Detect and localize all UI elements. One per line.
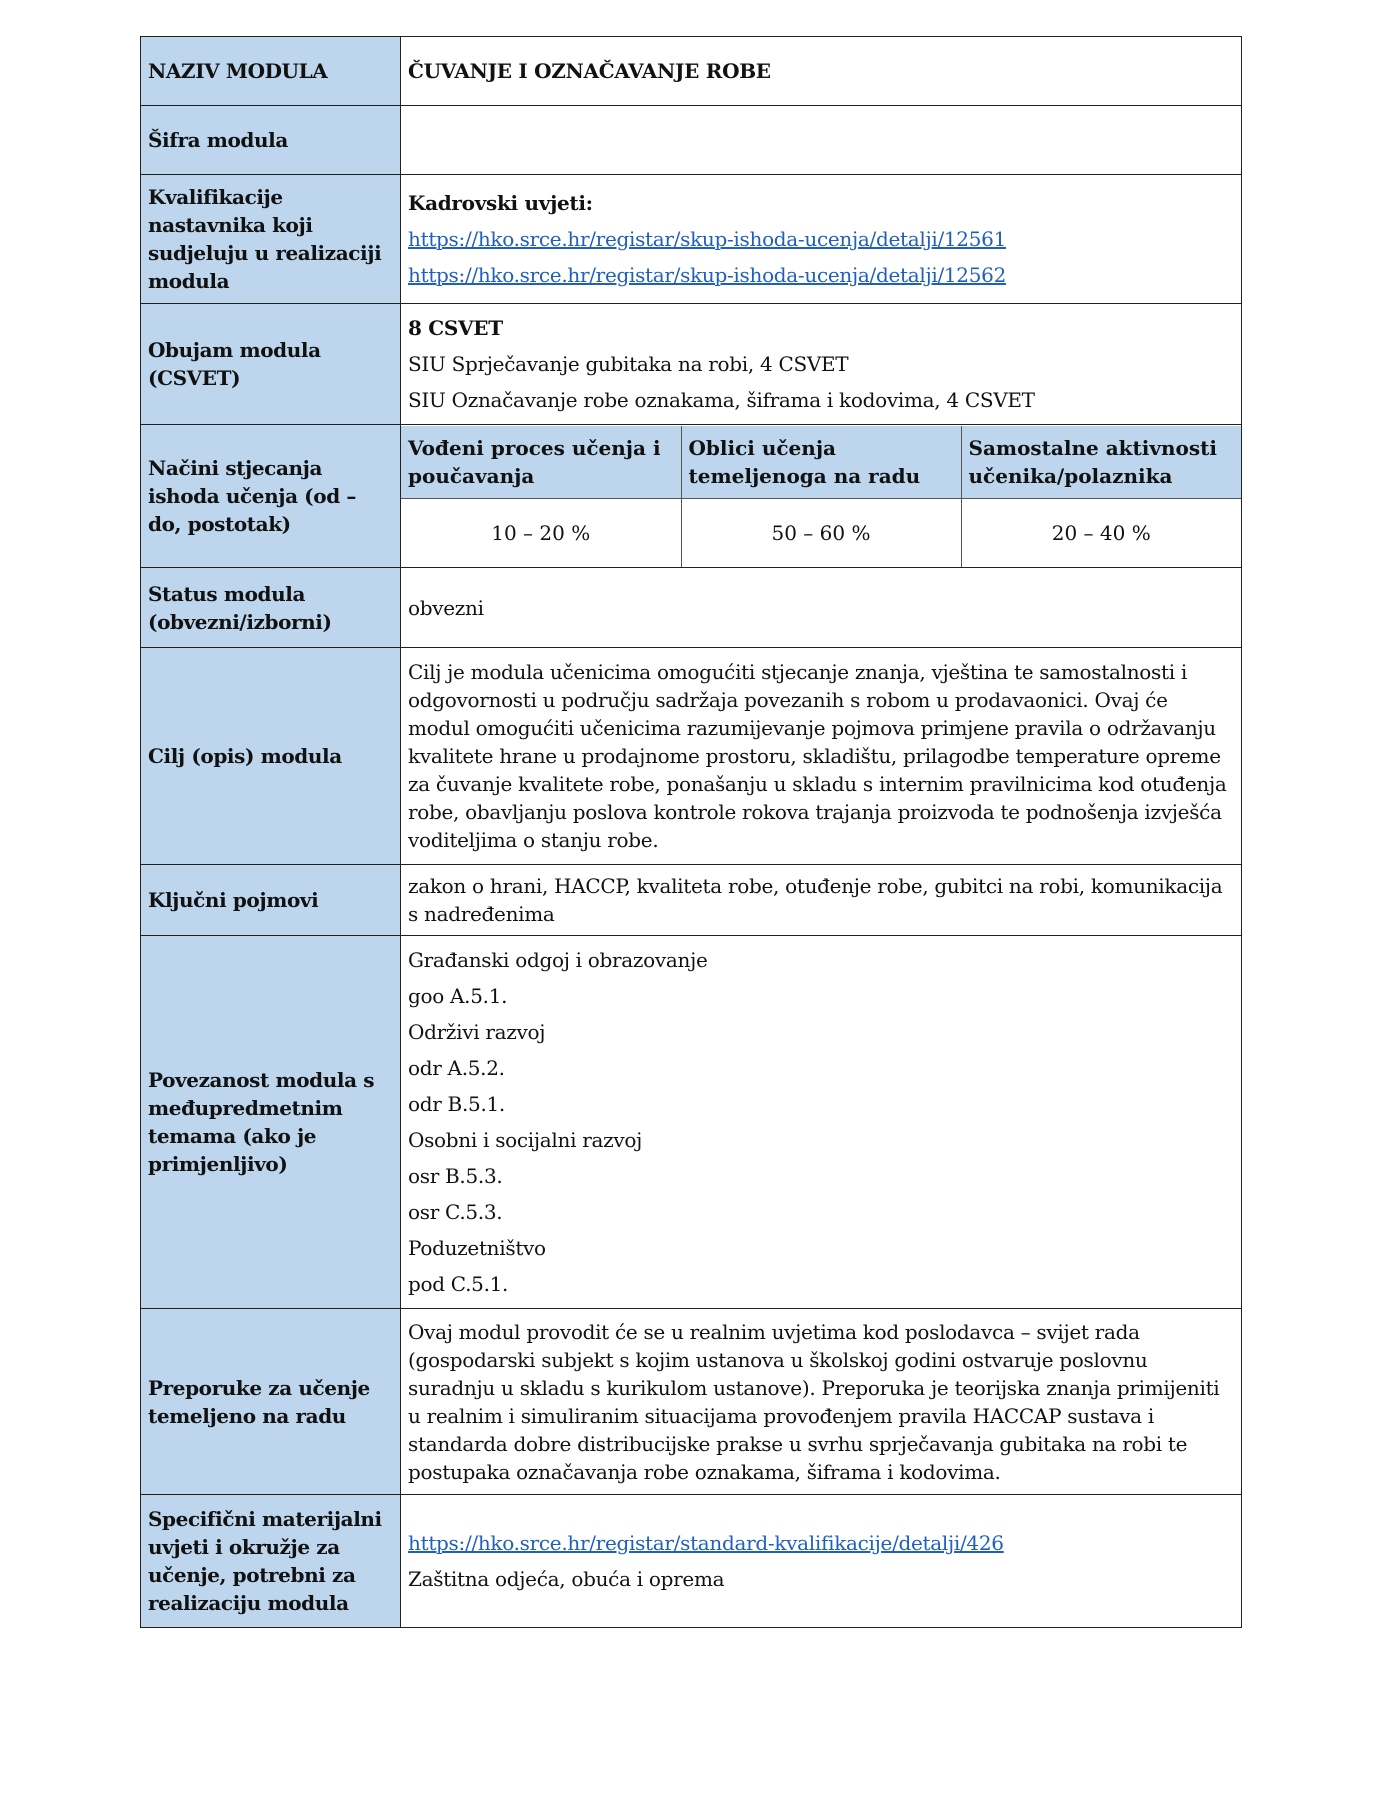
- module-document: [140, 36, 1242, 1628]
- row-specificni-uvjeti: [141, 1495, 1242, 1628]
- label-povezanost: Povezanost modula s međupredmetnim temama (ako je primjenljivo): [141, 936, 401, 1309]
- label-kljucni-pojmovi: Ključni pojmovi: [141, 865, 401, 936]
- topic-item: Osobni i socijalni razvoj: [408, 1128, 643, 1152]
- nacini-header-samostalne: Samostalne aktivnosti učenika/polaznika: [961, 426, 1241, 499]
- row-obujam-modula: [141, 304, 1242, 425]
- label-nacini-stjecanja: Načini stjecanja ishoda učenja (od – do, postotak): [141, 425, 401, 568]
- status-value: obvezni: [401, 568, 1242, 648]
- module-table: [140, 36, 1242, 1628]
- label-kvalifikacije: Kvalifikacije nastavnika koji sudjeluju u realizaciji modula: [141, 175, 401, 304]
- row-kvalifikacije: [141, 175, 1242, 304]
- row-sifra-modula: [141, 106, 1242, 175]
- label-sifra-modula: Šifra modula: [141, 106, 401, 175]
- kvalifikacije-content: [401, 175, 1242, 304]
- row-cilj-modula: [141, 648, 1242, 865]
- row-status-modula: [141, 568, 1242, 648]
- topic-item: Poduzetništvo: [408, 1236, 546, 1260]
- label-status-modula: Status modula (obvezni/izborni): [141, 568, 401, 648]
- nacini-value-row: [401, 498, 1241, 567]
- topic-item: Održivi razvoj: [408, 1020, 546, 1044]
- label-naziv-modula: NAZIV MODULA: [141, 37, 401, 106]
- row-kljucni-pojmovi: [141, 865, 1242, 936]
- nacini-header-row: [401, 426, 1241, 499]
- obujam-total: 8 CSVET: [408, 316, 503, 340]
- label-specificni-uvjeti: Specifični materijalni uvjeti i okružje za učenje, potrebni za realizaciju modula: [141, 1495, 401, 1628]
- row-preporuke: [141, 1309, 1242, 1495]
- topic-item: osr B.5.3.: [408, 1164, 503, 1188]
- nacini-subtable: [401, 426, 1241, 567]
- row-povezanost: [141, 936, 1242, 1309]
- kvalifikacije-link-2[interactable]: https://hko.srce.hr/registar/skup-ishoda-ucenja/detalji/12562: [408, 263, 1007, 287]
- specificni-value: Zaštitna odjeća, obuća i oprema: [408, 1567, 725, 1591]
- topic-item: odr B.5.1.: [408, 1092, 505, 1116]
- obujam-content: [401, 304, 1242, 425]
- row-naziv-modula: [141, 37, 1242, 106]
- module-title: ČUVANJE I OZNAČAVANJE ROBE: [401, 37, 1242, 106]
- nacini-value-vodeni: 10 – 20 %: [491, 520, 591, 545]
- label-cilj-modula: Cilj (opis) modula: [141, 648, 401, 865]
- module-code: [401, 106, 1242, 175]
- topic-item: osr C.5.3.: [408, 1200, 503, 1224]
- row-nacini-stjecanja: [141, 425, 1242, 568]
- specificni-content: [401, 1495, 1242, 1628]
- label-obujam-modula: Obujam modula (CSVET): [141, 304, 401, 425]
- standard-kvalifikacije-link[interactable]: https://hko.srce.hr/registar/standard-kvalifikacije/detalji/426: [408, 1531, 1004, 1555]
- topic-item: goo A.5.1.: [408, 984, 508, 1008]
- label-preporuke: Preporuke za učenje temeljeno na radu: [141, 1309, 401, 1495]
- nacini-value-samostalne: 20 – 40 %: [961, 498, 1241, 567]
- obujam-item: SIU Sprječavanje gubitaka na robi, 4 CSVET: [408, 352, 849, 376]
- kadrovski-uvjeti-heading: Kadrovski uvjeti:: [408, 191, 593, 215]
- topic-item: pod C.5.1.: [408, 1272, 509, 1296]
- kljucni-pojmovi-value: zakon o hrani, HACCP, kvaliteta robe, otuđenje robe, gubitci na robi, komunikacija s nadređenima: [401, 865, 1242, 936]
- cilj-description: Cilj je modula učenicima omogućiti stjecanje znanja, vještina te samostalnosti i odgovornosti u području sadržaja povezanih s robom u prodavaonici. Ovaj će modul omogućiti učenicima razumijevanje pojmova primjene pravila o održavanju kvalitete hrane u prodajnome prostoru, skladištu, prilagodbe temperature opreme za čuvanje kvalitete robe, ponašanju u skladu s internim pravilnicima kod otuđenja robe, obavljanju poslova kontrole rokova trajanja proizvoda te podnošenja izvješća voditeljima o stanju robe.: [401, 648, 1242, 865]
- povezanost-list: [401, 936, 1242, 1309]
- preporuke-value: Ovaj modul provodit će se u realnim uvjetima kod poslodavca – svijet rada (gospodarski subjekt s kojim ustanova u školskoj godini ostvaruje poslovnu suradnju u skladu s kurikulom ustanove). Preporuka je teorijska znanja primijeniti u realnim i simuliranim situacijama provođenjem pravila HACCAP sustava i standarda dobre distribucijske prakse u svrhu sprječavanja gubitaka na robi te postupaka označavanja robe oznakama, šiframa i kodovima.: [401, 1309, 1242, 1495]
- obujam-item: SIU Označavanje robe oznakama, šiframa i kodovima, 4 CSVET: [408, 388, 1035, 412]
- nacini-subtable-cell: [401, 425, 1242, 568]
- topic-item: odr A.5.2.: [408, 1056, 505, 1080]
- topic-item: Građanski odgoj i obrazovanje: [408, 948, 708, 972]
- nacini-header-vodeni: Vođeni proces učenja i poučavanja: [401, 426, 681, 499]
- kvalifikacije-link-1[interactable]: https://hko.srce.hr/registar/skup-ishoda-ucenja/detalji/12561: [408, 227, 1007, 251]
- nacini-value-oblici: 50 – 60 %: [681, 498, 961, 567]
- nacini-header-oblici: Oblici učenja temeljenoga na radu: [681, 426, 961, 499]
